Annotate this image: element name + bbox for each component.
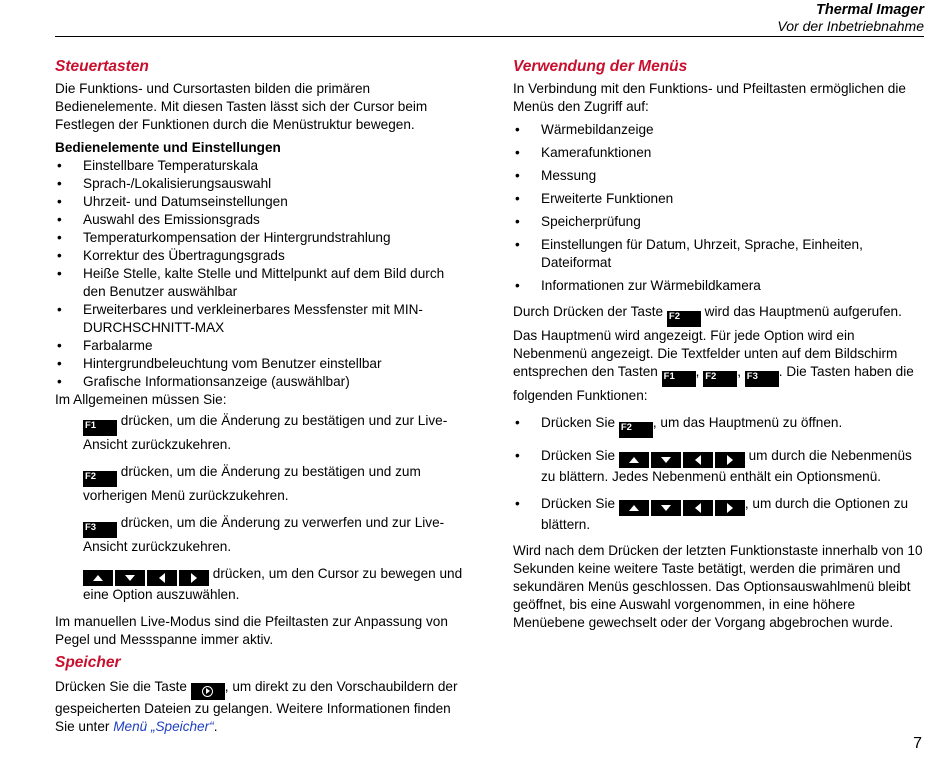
list-item: • Auswahl des Emissionsgrads xyxy=(55,211,467,229)
list-item: • Kamerafunktionen xyxy=(513,144,925,162)
list-item: • Speicherprüfung xyxy=(513,213,925,231)
f2-key-icon: F2 xyxy=(703,371,737,387)
list-item: • Temperaturkompensation der Hintergrundstrahlung xyxy=(55,229,467,247)
left-column xyxy=(55,58,467,736)
header-title: Thermal Imager xyxy=(816,2,924,18)
f3-key-icon: F3 xyxy=(83,522,117,538)
heading-steuertasten: Steuertasten xyxy=(55,58,149,75)
list-item: • Farbalarme xyxy=(55,337,467,355)
separator: , xyxy=(737,364,745,379)
instruction-f3-text: drücken, um die Änderung zu verwerfen und zur Live-Ansicht zurückzukehren. xyxy=(83,515,445,554)
right-arrow-icon xyxy=(715,452,745,468)
f2-key-icon: F2 xyxy=(667,311,701,327)
arrow-keys xyxy=(619,452,745,468)
heading-verwendung-menues: Verwendung der Menüs xyxy=(513,58,688,75)
list-item: • Korrektur des Übertragungsgrads xyxy=(55,247,467,265)
heading-speicher: Speicher xyxy=(55,654,121,671)
play-icon xyxy=(191,683,225,700)
instruction-f2-text: drücken, um die Änderung zu bestätigen und zum vorherigen Menü zurückzukehren. xyxy=(83,464,421,503)
f2-key-icon: F2 xyxy=(619,422,653,438)
closing-text: Wird nach dem Drücken der letzten Funktionstaste innerhalb von 10 Sekunden keine weitere Taste betätigt, werden die primären und sekundären Menüs geschlossen. Das Optionsauswahlmenü bleibt geöffnet, bis eine Auswahl vorgenommen, in eine höhere Menüebene gewechselt oder der Vorgang abgebrochen wurde. xyxy=(513,543,923,630)
list-item: • Hintergrundbeleuchtung vom Benutzer einstellbar xyxy=(55,355,467,373)
instruction-f1-text: drücken, um die Änderung zu bestätigen und zur Live-Ansicht zurückzukehren. xyxy=(83,413,448,452)
right-arrow-icon xyxy=(715,500,745,516)
arrow-keys xyxy=(83,570,209,586)
steuertasten-intro: Die Funktions- und Cursortasten bilden die primären Bedienelemente. Mit diesen Tasten lässt sich der Cursor beim Festlegen der Funktionen durch die Menüstruktur bewegen. xyxy=(55,81,428,132)
list-item: • Erweiterte Funktionen xyxy=(513,190,925,208)
list-item: • Uhrzeit- und Datumseinstellungen xyxy=(55,193,467,211)
list-item xyxy=(513,447,925,486)
general-intro: Im Allgemeinen müssen Sie: xyxy=(55,392,227,407)
f3-key-icon: F3 xyxy=(745,371,779,387)
menus-intro: In Verbindung mit den Funktions- und Pfeiltasten ermöglichen die Menüs den Zugriff auf: xyxy=(513,81,906,114)
header-rule xyxy=(55,36,924,37)
right-column xyxy=(513,58,925,632)
controls-list xyxy=(55,157,467,391)
list-item: • Einstellungen für Datum, Uhrzeit, Sprache, Einheiten, Dateiformat xyxy=(513,236,925,272)
instruction-f2 xyxy=(83,463,467,505)
up-arrow-icon xyxy=(619,452,649,468)
main-menu-text-a: Durch Drücken der Taste xyxy=(513,304,667,319)
list-item: • Heiße Stelle, kalte Stelle und Mittelpunkt auf dem Bild durch den Benutzer auswählbar xyxy=(55,265,467,301)
f2-key-icon: F2 xyxy=(83,471,117,487)
main-menu-text xyxy=(513,303,925,405)
instruction-arrows-text: drücken, um den Cursor zu bewegen und eine Option auszuwählen. xyxy=(83,566,463,602)
page-number: 7 xyxy=(913,735,922,752)
right-arrow-icon xyxy=(179,570,209,586)
header-subtitle: Vor der Inbetriebnahme xyxy=(777,18,924,34)
b2-text: um durch die Nebenmenüs zu blättern. Jedes Nebenmenü enthält ein Optionsmenü. xyxy=(541,448,912,484)
menu-access-list xyxy=(513,121,925,295)
main-menu-text-c: . Die Tasten haben die folgenden Funktionen: xyxy=(513,364,914,403)
list-item: • Wärmebildanzeige xyxy=(513,121,925,139)
instruction-f1 xyxy=(83,412,467,454)
main-menu-text-b: wird das Hauptmenü aufgerufen. Das Hauptmenü wird angezeigt. Für jede Option wird ein Nebenmenü angezeigt. Die Textfelder unten auf dem Bildschirm entsprechen den Tasten xyxy=(513,304,902,379)
down-arrow-icon xyxy=(115,570,145,586)
down-arrow-icon xyxy=(651,452,681,468)
subheading-bedienelemente: Bedienelemente und Einstellungen xyxy=(55,140,281,155)
manual-mode-text: Im manuellen Live-Modus sind die Pfeiltasten zur Anpassung von Pegel und Messspanne immer aktiv. xyxy=(55,614,448,647)
key-function-list xyxy=(513,414,925,534)
key-instructions xyxy=(55,412,467,604)
b1-text: , um das Hauptmenü zu öffnen. xyxy=(652,415,843,430)
list-item: • Messung xyxy=(513,167,925,185)
separator: , xyxy=(695,364,704,379)
list-item xyxy=(513,495,925,534)
down-arrow-icon xyxy=(651,500,681,516)
left-arrow-icon xyxy=(147,570,177,586)
list-item: • Informationen zur Wärmebildkamera xyxy=(513,277,925,295)
speicher-menu-link[interactable]: Menü „Speicher“ xyxy=(113,718,214,734)
page-header xyxy=(777,2,924,34)
instruction-f3 xyxy=(83,514,467,556)
up-arrow-icon xyxy=(619,500,649,516)
left-arrow-icon xyxy=(683,500,713,516)
speicher-text-c: . xyxy=(213,718,218,734)
b3-text: , um durch die Optionen zu blättern. xyxy=(541,496,909,532)
speicher-text xyxy=(55,678,467,736)
list-item: • Einstellbare Temperaturskala xyxy=(55,157,467,175)
list-item xyxy=(513,414,925,438)
list-item: • Erweiterbares und verkleinerbares Messfenster mit MIN-DURCHSCHNITT-MAX xyxy=(55,301,467,337)
f1-key-icon: F1 xyxy=(83,420,117,436)
press-text: Drücken Sie xyxy=(541,448,619,463)
speicher-text-b: , um direkt zu den Vorschaubildern der gespeicherten Dateien zu gelangen. Weitere Informationen finden Sie unter xyxy=(55,679,458,734)
press-text: Drücken Sie xyxy=(541,496,619,511)
list-item: • Grafische Informationsanzeige (auswählbar) xyxy=(55,373,467,391)
press-text: Drücken Sie xyxy=(541,415,619,430)
up-arrow-icon xyxy=(83,570,113,586)
speicher-text-a: Drücken Sie die Taste xyxy=(55,679,191,694)
left-arrow-icon xyxy=(683,452,713,468)
instruction-arrows xyxy=(83,565,467,604)
f1-key-icon: F1 xyxy=(662,371,696,387)
arrow-keys xyxy=(619,500,745,516)
list-item: • Sprach-/Lokalisierungsauswahl xyxy=(55,175,467,193)
